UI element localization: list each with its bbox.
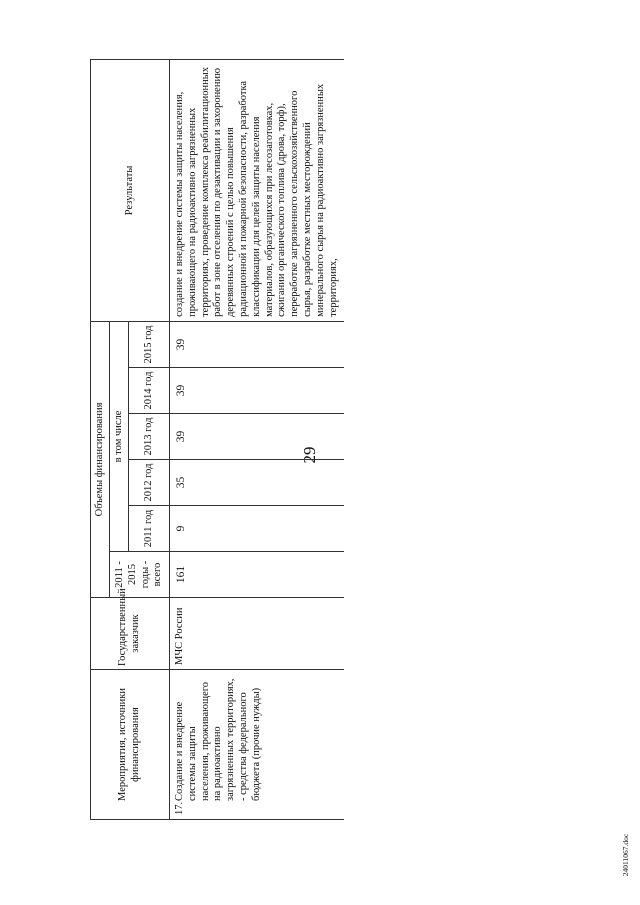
header-year-2013: 2013 год (129, 414, 170, 460)
header-year-2012: 2012 год (129, 460, 170, 506)
measure-description: Создание и внедрение системы защиты населения, проживающего на радиоактивно загрязненных территориях, - средства федерального бюджета (прочие нужды) (174, 678, 262, 801)
funding-table (90, 59, 344, 820)
year-2014-cell: 39 (170, 368, 345, 414)
header-customer: Государственный заказчик (91, 598, 170, 670)
year-2011-cell: 9 (170, 506, 345, 552)
row-number: 17. (174, 801, 185, 815)
table-row (170, 59, 345, 819)
header-including: в том числе (110, 321, 129, 551)
header-year-2011: 2011 год (129, 506, 170, 552)
page-number: 29 (300, 446, 319, 464)
header-measures: Мероприятия, источники финансирования (91, 670, 170, 820)
year-2013-cell: 39 (170, 414, 345, 460)
document-code: 24011067.doc (621, 833, 630, 877)
year-2012-cell: 35 (170, 460, 345, 506)
measure-cell (170, 670, 345, 820)
header-funding-volumes: Объемы финансирования (91, 321, 110, 597)
header-total: 2011 - 2015 годы - всего (110, 552, 170, 598)
funding-table-container (90, 60, 520, 820)
customer-cell: МЧС России (170, 598, 345, 670)
year-2015-cell: 39 (170, 321, 345, 367)
header-results: Результаты (91, 59, 170, 321)
header-year-2015: 2015 год (129, 321, 170, 367)
results-cell: создание и внедрение системы защиты населения, проживающего на радиоактивно загрязненных территориях, проведение комплекса реабилитационных работ в зоне отселения по дезактивации и захоронению деревянных строений с целью повышения радиационной и пожарной безопасности, разработка классификации для целей защиты населения материалов, образующихся при лесозаготовках, сжигании органического топлива (дрова, торф), переработке загрязненного сельскохозяйственного сырья, разработке местных месторождений минерального сырья на радиоактивно загрязненных территориях, (170, 59, 345, 321)
header-year-2014: 2014 год (129, 368, 170, 414)
total-cell: 161 (170, 552, 345, 598)
